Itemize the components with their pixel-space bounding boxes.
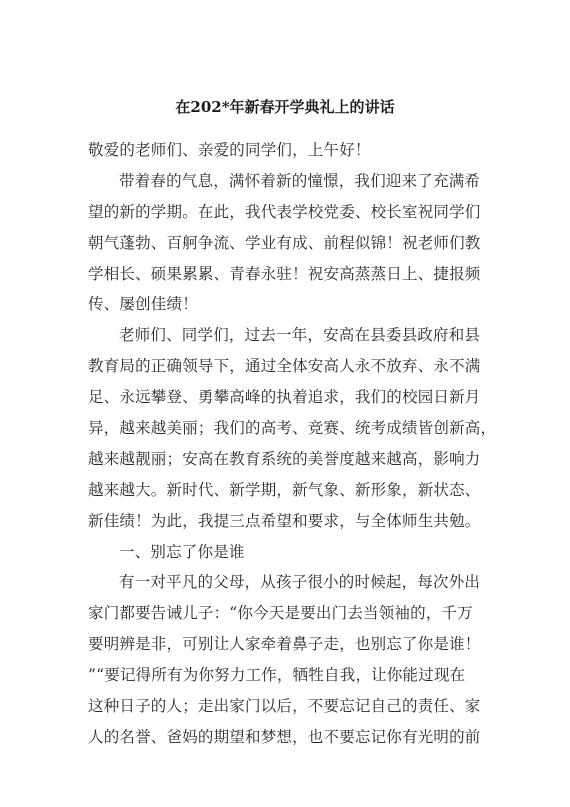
- text-line: 传、屡创佳绩！: [88, 295, 198, 314]
- document-title: 在202*年新春开学典礼上的讲话: [175, 98, 395, 116]
- text-line: 教育局的正确领导下，通过全体安高人永不放弃、永不满: [88, 357, 481, 376]
- text-line: 新佳绩！为此，我提三点希望和要求，与全体师生共勉。: [88, 511, 481, 530]
- text-line: ”“要记得所有为你努力工作，牺牲自我，让你能过现在: [88, 666, 466, 685]
- text-line: 有一对平凡的父母，从孩子很小的时候起，每次外出: [119, 573, 481, 592]
- text-line: 朝气蓬勃、百舸争流、学业有成、前程似锦！祝老师们教: [88, 233, 481, 252]
- section-heading: 一、别忘了你是谁: [119, 542, 245, 561]
- text-line: 人的名誉、爸妈的期望和梦想，也不要忘记你有光明的前: [88, 727, 481, 746]
- text-line: 足、永远攀登、勇攀高峰的执着追求，我们的校园日新月: [88, 388, 481, 407]
- text-line: 异，越来越美丽；我们的高考、竞赛、统考成绩皆创新高，: [88, 419, 497, 438]
- text-line: 带着春的气息，满怀着新的憧憬，我们迎来了充满希: [119, 171, 481, 190]
- text-line-greeting: 敬爱的老师们、亲爱的同学们，上午好！: [88, 141, 371, 159]
- text-line: 望的新的学期。在此，我代表学校党委、校长室祝同学们: [88, 202, 481, 221]
- text-line: 学相长、硕果累累、青春永驻！祝安高蒸蒸日上、捷报频: [88, 264, 481, 283]
- document-body: [88, 135, 497, 753]
- text-line: 家门都要告诫儿子：“你今天是要出门去当领袖的，千万: [88, 604, 473, 623]
- text-line: 要明辨是非，可别让人家牵着鼻子走，也别忘了你是谁！: [88, 635, 481, 654]
- text-line: 越来越大。新时代、新学期，新气象、新形象，新状态、: [88, 480, 481, 499]
- text-line: 这种日子的人；走出家门以后，不要忘记自己的责任、家: [88, 697, 481, 716]
- text-line: 越来越靓丽；安高在教育系统的美誉度越来越高，影响力: [88, 449, 481, 468]
- text-line: 老师们、同学们，过去一年，安高在县委县政府和县: [119, 326, 481, 345]
